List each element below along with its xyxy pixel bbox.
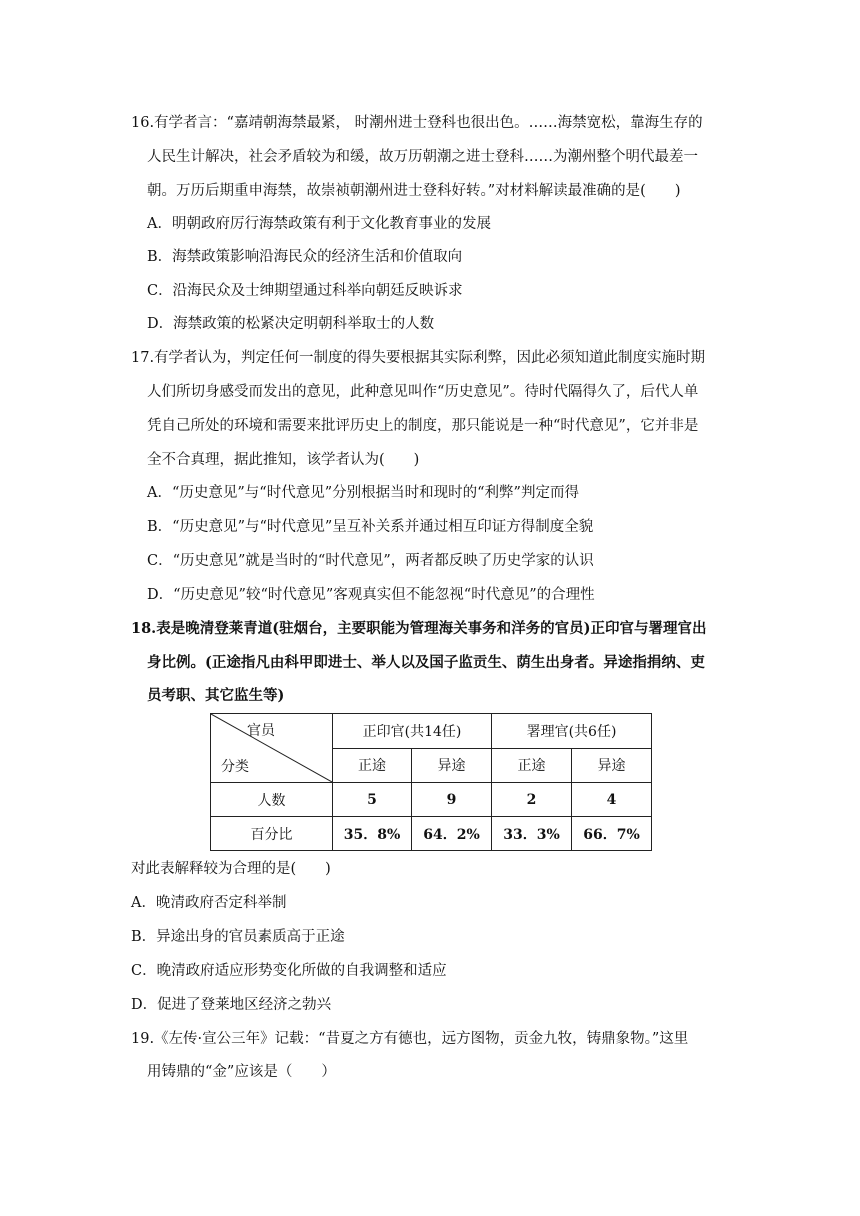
q16-line-1: 16.有学者言：“嘉靖朝海禁最紧， 时潮州进士登科也很出色。……海禁宽松，靠海生存的 (131, 115, 703, 131)
q18-option-d: D．促进了登莱地区经济之勃兴 (131, 997, 332, 1013)
q18-option-c: C．晚清政府适应形势变化所做的自我调整和适应 (131, 963, 447, 979)
row-label-percent: 百分比 (211, 817, 333, 851)
table-cell: 35．8% (333, 817, 412, 851)
q18-line-1: 18.表是晚清登莱青道(驻烟台，主要职能为管理海关事务和洋务的官员)正印官与署理官出 (131, 620, 707, 637)
corner-top-label: 官员 (247, 723, 275, 739)
corner-bottom-label: 分类 (221, 759, 249, 775)
q17-line-4: 全不合真理，据此推知，该学者认为( ) (147, 452, 420, 468)
q17-option-c: C．“历史意见”就是当时的“时代意见”，两者都反映了历史学家的认识 (147, 553, 594, 569)
q17-line-2: 人们所切身感受而发出的意见，此种意见叫作“历史意见”。待时代隔得久了，后代人单 (147, 384, 699, 400)
q18-line-2: 身比例。(正途指凡由科甲即进士、举人以及国子监贡生、荫生出身者。异途指捐纳、吏 (147, 654, 705, 671)
q17-option-d: D．“历史意见”较“时代意见”客观真实但不能忽视“时代意见”的合理性 (147, 587, 595, 603)
q18-line-3: 员考职、其它监生等) (147, 687, 285, 704)
q19-line-2: 用铸鼎的“金”应该是（ ） (147, 1064, 336, 1080)
q18-table (210, 713, 652, 851)
table-cell: 9 (412, 783, 492, 817)
q19-line-1: 19.《左传·宣公三年》记载：“昔夏之方有德也，远方图物，贡金九牧，铸鼎象物。”这里 (131, 1031, 689, 1047)
table-cell: 5 (333, 783, 412, 817)
q16-line-2: 人民生计解决，社会矛盾较为和缓，故万历朝潮之进士登科……为潮州整个明代最差一 (147, 149, 698, 165)
q17-option-b: B．“历史意见”与“时代意见”呈互补关系并通过相互印证方得制度全貌 (147, 519, 594, 535)
sub-header: 异途 (412, 748, 492, 783)
table-cell: 66．7% (572, 817, 652, 851)
q16-option-c: C．沿海民众及士绅期望通过科举向朝廷反映诉求 (147, 283, 463, 299)
table-cell: 2 (492, 783, 572, 817)
q18-stem: 对此表解释较为合理的是( ) (131, 861, 331, 877)
q16-line-3: 朝。万历后期重申海禁，故崇祯朝潮州进士登科好转。”对材料解读最准确的是( ) (147, 183, 681, 199)
q18-option-a: A．晚清政府否定科举制 (131, 895, 287, 911)
table-cell: 33．3% (492, 817, 572, 851)
q18-option-b: B．异途出身的官员素质高于正途 (131, 929, 345, 945)
table-cell: 4 (572, 783, 652, 817)
q16-option-a: A．明朝政府厉行海禁政策有利于文化教育事业的发展 (147, 216, 491, 232)
q17-line-3: 凭自己所处的环境和需要来批评历史上的制度，那只能说是一种“时代意见”，它并非是 (147, 418, 699, 434)
group-header-1: 正印官(共14任) (333, 714, 492, 749)
q16-option-b: B．海禁政策影响沿海民众的经济生活和价值取向 (147, 249, 463, 265)
table-cell: 64．2% (412, 817, 492, 851)
q17-option-a: A．“历史意见”与“时代意见”分别根据当时和现时的“利弊”判定而得 (147, 485, 579, 501)
sub-header: 正途 (492, 748, 572, 783)
sub-header: 异途 (572, 748, 652, 783)
q16-option-d: D．海禁政策的松紧决定明朝科举取士的人数 (147, 316, 435, 332)
q17-line-1: 17.有学者认为，判定任何一制度的得失要根据其实际利弊，因此必须知道此制度实施时期 (131, 350, 706, 366)
group-header-2: 署理官(共6任) (492, 714, 652, 749)
row-label-count: 人数 (211, 783, 333, 817)
table-corner-cell (211, 714, 333, 783)
sub-header: 正途 (333, 748, 412, 783)
